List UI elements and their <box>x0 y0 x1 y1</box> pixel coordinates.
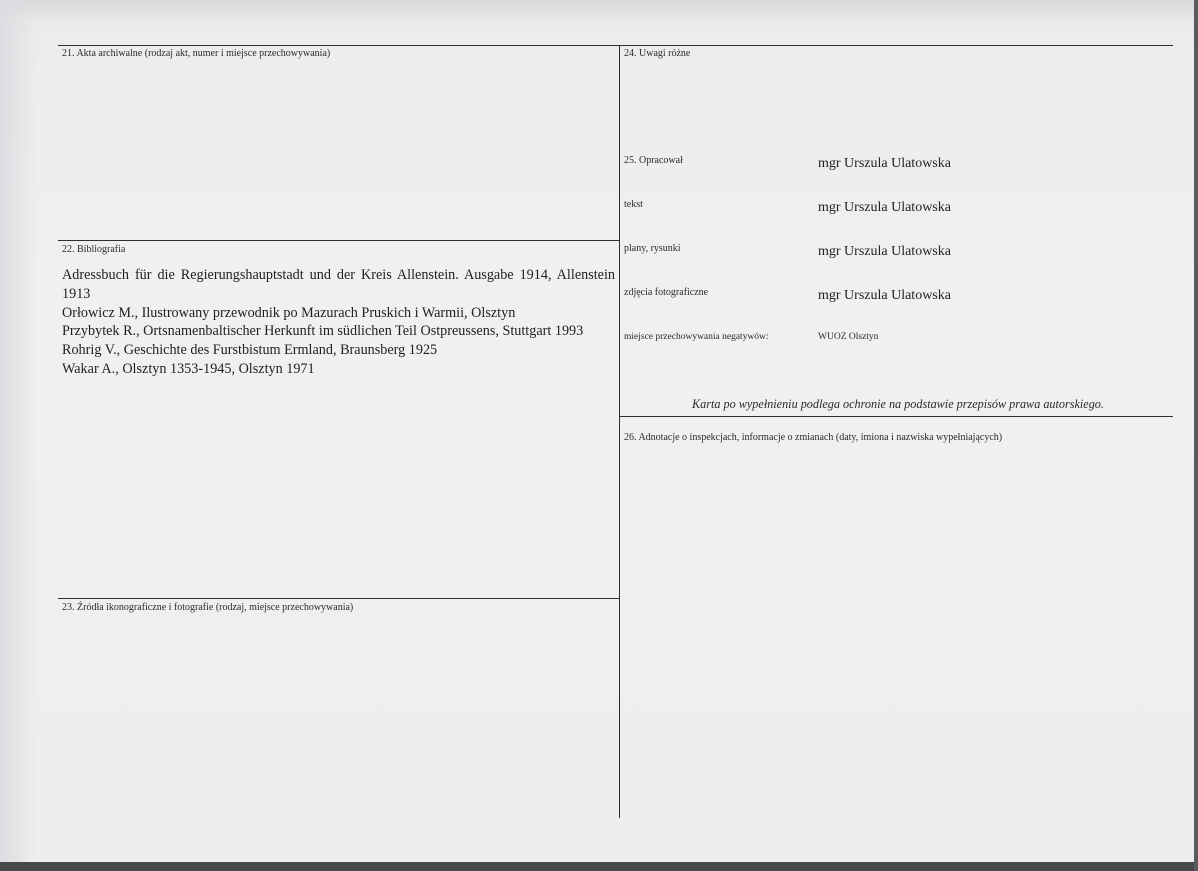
bibliography-list <box>62 266 615 379</box>
section-26-label: 26. Adnotacje o inspekcjach, informacje o zmianach (daty, imiona i nazwiska wypełniających) <box>624 432 1003 443</box>
copyright-note: Karta po wypełnieniu podlega ochronie na podstawie przepisów prawa autorskiego. <box>692 397 1104 411</box>
photos-author-label: zdjęcia fotograficzne <box>624 287 709 298</box>
bibliography-entry: Rohrig V., Geschichte des Furstbistum Ermland, Braunsberg 1925 <box>62 342 438 359</box>
top-border-line <box>58 45 1173 46</box>
section-23-label: 23. Źródła ikonograficzne i fotografie (rodzaj, miejsce przechowywania) <box>62 602 354 613</box>
divider-22-23 <box>58 598 619 599</box>
section-25-label: 25. Opracował <box>624 155 683 166</box>
bibliography-entry: Orłowicz M., Ilustrowany przewodnik po Mazurach Pruskich i Warmii, Olsztyn <box>62 304 516 321</box>
scan-shadow-left <box>0 0 38 871</box>
bibliography-entry: Adressbuch für die Regierungshauptstadt und der Kreis Allenstein. Ausgabe 1914, Allenstein 1913 <box>62 267 615 302</box>
negatives-location-value: WUOZ Olsztyn <box>818 332 879 342</box>
prepared-by-value: mgr Urszula Ulatowska <box>818 156 951 171</box>
text-author-value: mgr Urszula Ulatowska <box>818 200 951 215</box>
center-divider-line <box>619 45 620 818</box>
scan-edge-right <box>1194 0 1198 871</box>
divider-25-26 <box>620 416 1173 417</box>
section-21-label: 21. Akta archiwalne (rodzaj akt, numer i miejsce przechowywania) <box>62 48 331 59</box>
bibliography-entry: Wakar A., Olsztyn 1353-1945, Olsztyn 1971 <box>62 360 315 377</box>
scan-edge-bottom <box>0 862 1198 871</box>
divider-21-22 <box>58 240 619 241</box>
negatives-location-label: miejsce przechowywania negatywów: <box>624 332 769 342</box>
text-author-label: tekst <box>624 199 643 210</box>
section-24-label: 24. Uwagi różne <box>624 48 691 59</box>
scan-shadow-top <box>0 0 1198 38</box>
photos-author-value: mgr Urszula Ulatowska <box>818 288 951 303</box>
bibliography-entry: Przybytek R., Ortsnamenbaltischer Herkunft im südlichen Teil Ostpreussens, Stuttgart 1993 <box>62 323 584 340</box>
section-22-label: 22. Bibliografia <box>62 244 126 255</box>
plans-author-label: plany, rysunki <box>624 243 681 254</box>
plans-author-value: mgr Urszula Ulatowska <box>818 244 951 259</box>
